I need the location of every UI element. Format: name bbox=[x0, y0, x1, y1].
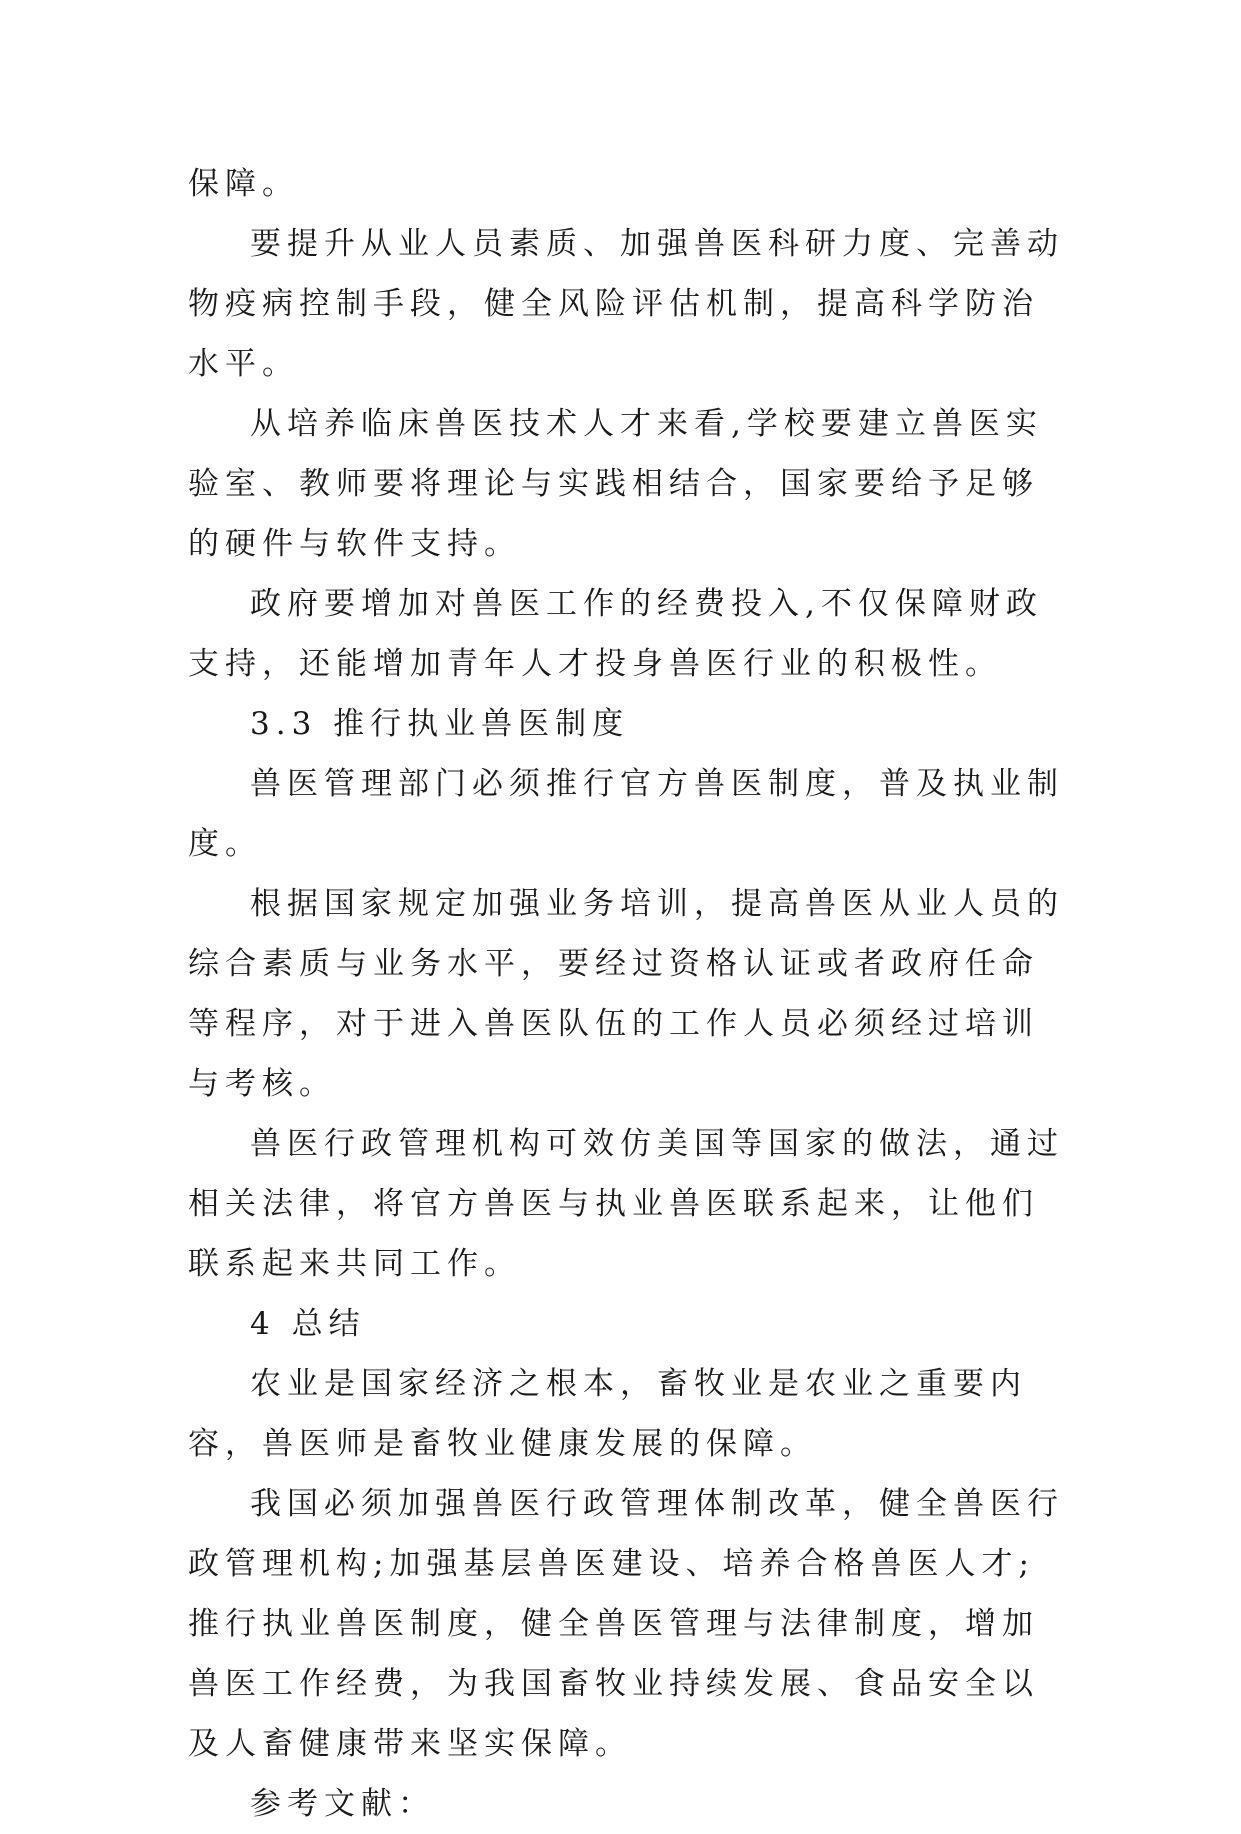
section-heading-3-3: 3.3 推行执业兽医制度 bbox=[250, 706, 630, 742]
paragraph-continuation: 保障。 bbox=[188, 166, 299, 202]
paragraph-official-vet-system: 兽医管理部门必须推行官方兽医制度，普及执业制度。 bbox=[188, 766, 1064, 862]
paragraph-follow-us: 兽医行政管理机构可效仿美国等国家的做法，通过相关法律，将官方兽医与执业兽医联系起来，让他们联系起来共同工作。 bbox=[188, 1126, 1064, 1282]
paragraph-improve-quality: 要提升从业人员素质、加强兽医科研力度、完善动物疫病控制手段，健全风险评估机制，提高科学防治水平。 bbox=[188, 226, 1064, 382]
paragraph-agriculture: 农业是国家经济之根本，畜牧业是农业之重要内容，兽医师是畜牧业健康发展的保障。 bbox=[188, 1366, 1027, 1462]
section-heading-4: 4 总结 bbox=[250, 1306, 366, 1342]
paragraph-train-talent: 从培养临床兽医技术人才来看,学校要建立兽医实验室、教师要将理论与实践相结合，国家要给予足够的硬件与软件支持。 bbox=[188, 406, 1043, 562]
references-heading: 参考文献： bbox=[250, 1786, 435, 1822]
paragraph-funding: 政府要增加对兽医工作的经费投入,不仅保障财政支持，还能增加青年人才投身兽医行业的积极性。 bbox=[188, 586, 1043, 682]
paragraph-training: 根据国家规定加强业务培训，提高兽医从业人员的综合素质与业务水平，要经过资格认证或者政府任命等程序，对于进入兽医队伍的工作人员必须经过培训与考核。 bbox=[188, 886, 1064, 1102]
body-text bbox=[188, 154, 1068, 1834]
paragraph-reform: 我国必须加强兽医行政管理体制改革，健全兽医行政管理机构;加强基层兽医建设、培养合格兽医人才;推行执业兽医制度，健全兽医管理与法律制度，增加兽医工作经费，为我国畜牧业持续发展、食品安全以及人畜健康带来坚实保障。 bbox=[188, 1486, 1064, 1762]
